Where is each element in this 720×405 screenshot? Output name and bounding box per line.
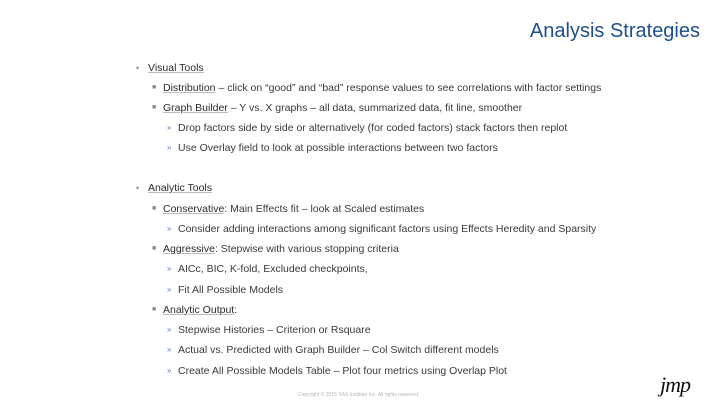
item-distribution: Distribution – click on “good” and “bad” response values to see correlations with factor settings bbox=[163, 82, 602, 94]
bullet-square: ■ bbox=[152, 245, 157, 252]
copyright-footer: Copyright © 2015 SAS Institute Inc. All rights reserved. bbox=[298, 392, 420, 398]
item-analytic-output: Analytic Output: bbox=[163, 304, 238, 316]
subitem-criteria: AICc, BIC, K-fold, Excluded checkpoints, bbox=[178, 263, 368, 275]
bullet-chevron-icon: » bbox=[167, 325, 172, 334]
subitem-all-models-table: Create All Possible Models Table – Plot four metrics using Overlap Plot bbox=[178, 365, 507, 377]
bullet-chevron-icon: » bbox=[167, 143, 172, 152]
bullet-chevron-icon: » bbox=[167, 366, 172, 375]
bullet-chevron-icon: » bbox=[167, 345, 172, 354]
bullet-chevron-icon: » bbox=[167, 285, 172, 294]
subitem-drop-factors: Drop factors side by side or alternatively (for coded factors) stack factors then replot bbox=[178, 122, 568, 134]
subitem-overlay: Use Overlay field to look at possible interactions between two factors bbox=[178, 142, 498, 154]
bullet-square: ■ bbox=[152, 205, 157, 212]
heading-analytic-tools: Analytic Tools bbox=[148, 182, 213, 194]
bullet-chevron-icon: » bbox=[167, 123, 172, 132]
bullet-square: ■ bbox=[152, 104, 157, 111]
subitem-interactions: Consider adding interactions among significant factors using Effects Heredity and Sparsity bbox=[178, 223, 597, 235]
item-aggressive: Aggressive: Stepwise with various stopping criteria bbox=[163, 243, 399, 255]
item-conservative: Conservative: Main Effects fit – look at Scaled estimates bbox=[163, 203, 425, 215]
item-graph-builder: Graph Builder – Y vs. X graphs – all data, summarized data, fit line, smoother bbox=[163, 102, 523, 114]
bullet-square: ■ bbox=[152, 306, 157, 313]
bullet-chevron-icon: » bbox=[167, 264, 172, 273]
slide-title: Analysis Strategies bbox=[529, 20, 700, 42]
jmp-logo: jmp bbox=[660, 372, 690, 397]
subitem-actual-vs-predicted: Actual vs. Predicted with Graph Builder – Col Switch different models bbox=[178, 344, 499, 356]
bullet-chevron-icon: » bbox=[167, 224, 172, 233]
bullet-square: ■ bbox=[152, 84, 157, 91]
subitem-stepwise-histories: Stepwise Histories – Criterion or Rsquare bbox=[178, 324, 371, 336]
subitem-fit-all: Fit All Possible Models bbox=[178, 284, 284, 296]
heading-visual-tools: Visual Tools bbox=[148, 62, 204, 74]
bullet-dot: • bbox=[136, 183, 140, 193]
bullet-dot: • bbox=[136, 63, 140, 73]
